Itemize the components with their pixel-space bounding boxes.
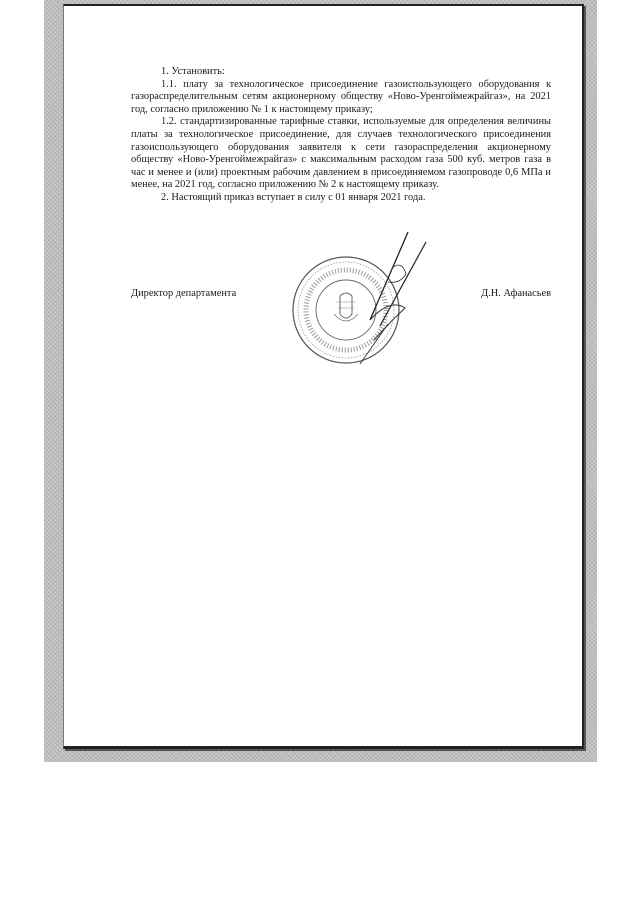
signatory-position: Директор департамента (131, 288, 237, 299)
paragraph-1-2: 1.2. стандартизированные тарифные ставки, используемые для определения величины платы за технологическое присоединение, для случаев технологического присоединения газоиспользующего оборудования заявителя к сети газораспределения акционерному обществу «Ново-Уренгоймежрайгаз» с максимальным расходом газа 500 куб. метров газа в час и менее и (или) проектным рабочим давлением в присоединяемом газопроводе 0,6 МПа и менее, на 2021 год, согласно приложению № 2 к настоящему приказу. (131, 116, 551, 191)
paragraph-establish: 1. Установить: (161, 66, 225, 77)
document-body (131, 66, 551, 205)
signatory-name: Д.Н. Афанасьев (481, 288, 551, 299)
paragraph-1-1: 1.1. плату за технологическое присоединение газоиспользующего оборудования к газораспределительным сетям акционерному обществу «Ново-Уренгоймежрайгаз», на 2021 год, согласно приложению № 1 к настоящему приказу; (131, 78, 551, 115)
paragraph-2: 2. Настоящий приказ вступает в силу с 01 января 2021 года. (161, 191, 426, 203)
handwritten-signature-icon (330, 228, 450, 368)
